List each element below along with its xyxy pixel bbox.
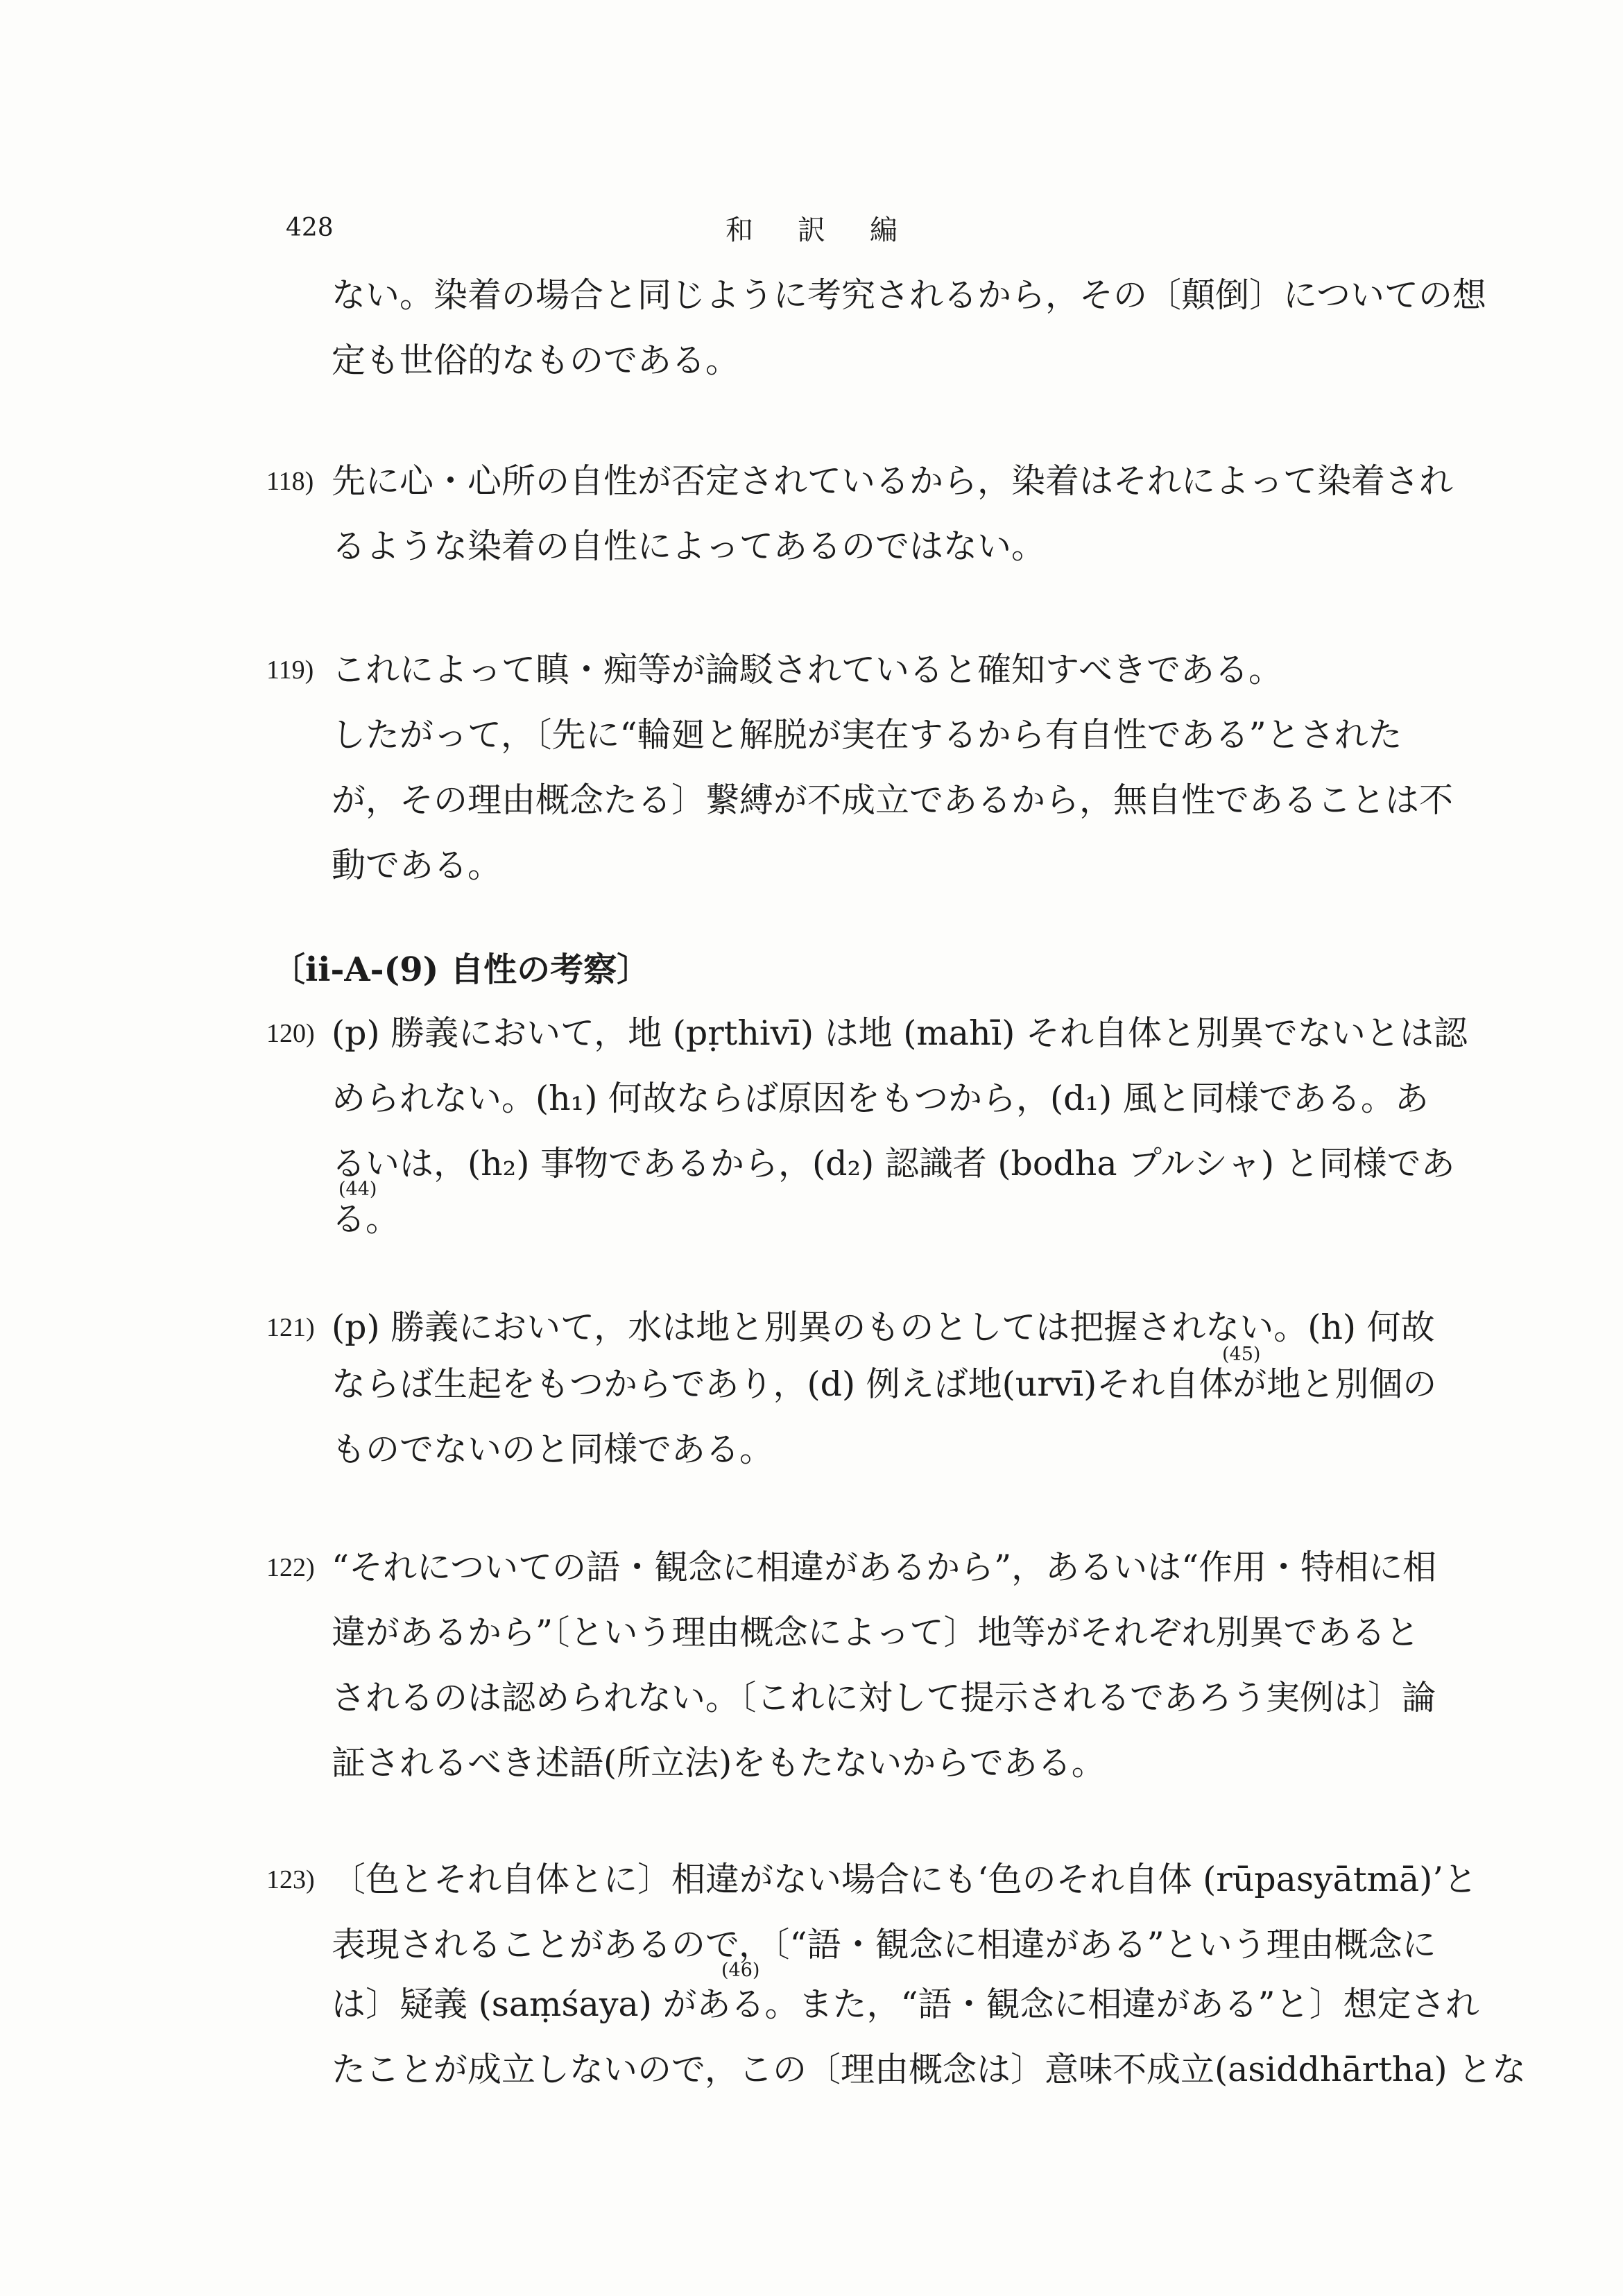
paragraph-line: たことが成立しないので，この〔理由概念は〕意味不成立(asiddhārtha) とな <box>332 2050 1527 2089</box>
paragraph-line: 先に心・心所の自性が否定されているから，染着はそれによって染着され <box>332 461 1454 501</box>
paragraph-line: る。 <box>332 1199 400 1239</box>
note-reference: (44) <box>338 1179 377 1200</box>
section-heading: 〔ii-A-(9) 自性の考察〕 <box>272 950 651 989</box>
paragraph-line: は〕疑義 (saṃśaya) がある。また，“語・観念に相違がある”と〕想定され <box>332 1985 1479 2024</box>
paragraph-line: 〔色とそれ自体とに〕相違がない場合にも‘色のそれ自体 (rūpasyātmā)’と <box>332 1860 1477 1899</box>
paragraph-number: 123) <box>266 1865 315 1894</box>
paragraph-line: (p) 勝義において，水は地と別異のものとしては把握されない。(h) 何故 <box>332 1308 1435 1347</box>
paragraph-number: 121) <box>266 1313 315 1342</box>
paragraph-line: 証されるべき述語(所立法)をもたないからである。 <box>332 1743 1106 1783</box>
page-number: 428 <box>286 214 334 242</box>
paragraph-number: 118) <box>266 467 314 496</box>
paragraph-line: が，その理由概念たる〕繋縛が不成立であるから，無自性であることは不 <box>332 780 1454 820</box>
paragraph-number: 119) <box>266 656 314 685</box>
paragraph-line: “それについての語・観念に相違があるから”，あるいは“作用・特相に相 <box>332 1548 1437 1587</box>
paragraph-line: 違があるから”〔という理由概念によって〕地等がそれぞれ別異であると <box>332 1613 1420 1652</box>
paragraph-line: これによって瞋・痴等が論駁されていると確知すべきである。 <box>332 650 1283 689</box>
paragraph-line: されるのは認められない。〔これに対して提示されるであろう実例は〕論 <box>332 1678 1436 1717</box>
paragraph-line: るような染着の自性によってあるのではない。 <box>332 526 1046 566</box>
paragraph-line: ない。染着の場合と同じように考究されるから，その〔顛倒〕についての想 <box>332 275 1487 315</box>
paragraph-line: るいは，(h₂) 事物であるから，(d₂) 認識者 (bodha プルシャ) と同様であ <box>332 1144 1455 1183</box>
running-title: 和訳編 <box>725 214 942 246</box>
paragraph-line: (p) 勝義において，地 (pṛthivī) は地 (mahī) それ自体と別異でないとは認 <box>332 1013 1468 1053</box>
paragraph-line: 定も世俗的なものである。 <box>332 341 740 380</box>
paragraph-line: められない。(h₁) 何故ならば原因をもつから，(d₁) 風と同様である。あ <box>332 1079 1429 1118</box>
paragraph-line: ものでないのと同様である。 <box>332 1430 774 1469</box>
paragraph-line: ならば生起をもつからであり，(d) 例えば地(urvī)それ自体が地と別個の <box>332 1364 1437 1404</box>
paragraph-line: 表現されることがあるので，〔“語・観念に相違がある”という理由概念に <box>332 1925 1436 1964</box>
note-reference: (46) <box>721 1960 760 1981</box>
note-reference: (45) <box>1222 1344 1261 1365</box>
paragraph-number: 122) <box>266 1553 315 1582</box>
paragraph-line: 動である。 <box>332 846 502 885</box>
paragraph-number: 120) <box>266 1019 315 1048</box>
paragraph-line: したがって，〔先に“輪廻と解脱が実在するから有自性である”とされた <box>332 715 1402 755</box>
